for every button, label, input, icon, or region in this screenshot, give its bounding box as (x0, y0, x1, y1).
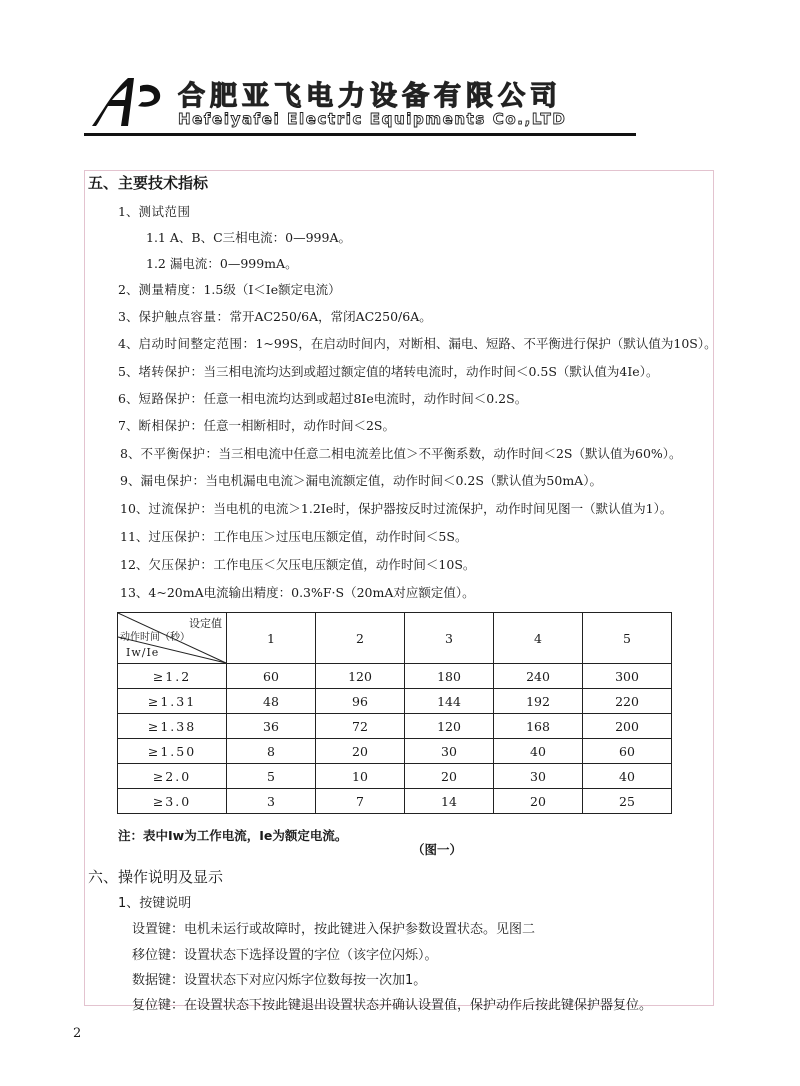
spec-item-12 (120, 555, 475, 573)
key-desc-shift: 移位键：设置状态下选择设置的字位（该字位闪烁）。 (132, 948, 438, 963)
item-label: 保护触点容量： (138, 309, 230, 324)
table-cell: 120 (316, 664, 405, 689)
row-label: ≥1.31 (118, 689, 227, 714)
item-num: 12、 (120, 557, 149, 572)
spec-item-13 (120, 583, 475, 601)
table-row (118, 689, 672, 714)
section-5-title: 五、主要技术指标 (88, 174, 209, 192)
table-row (118, 739, 672, 764)
row-label: ≥3.0 (118, 789, 227, 814)
table-cell: 60 (583, 739, 672, 764)
spec-item-1 (118, 202, 190, 220)
table-cell: 300 (583, 664, 672, 689)
table-header-row (118, 613, 672, 664)
table-cell: 3 (227, 789, 316, 814)
table-cell: 20 (494, 789, 583, 814)
item-text: 4~20mA电流输出精度：0.3%F·S（20mA对应额定值）。 (148, 585, 475, 600)
row-label: ≥1.50 (118, 739, 227, 764)
item-num: 9、 (120, 473, 141, 488)
spec-item-2 (118, 280, 341, 298)
item-label: 短路保护： (138, 391, 204, 406)
item-num: 8、 (120, 446, 141, 461)
company-logo (88, 57, 166, 132)
table-row (118, 664, 672, 689)
section-6-title: 六、操作说明及显示 (88, 868, 224, 886)
item-text: 1~99S，在启动时间内，对断相、漏电、短路、不平衡进行保护（默认值为10S）。 (255, 336, 717, 351)
table-cell: 36 (227, 714, 316, 739)
table-cell: 20 (316, 739, 405, 764)
svg-text:A: A (88, 57, 100, 76)
item-label: 堵转保护： (138, 364, 204, 379)
spec-item-8 (120, 444, 682, 462)
spec-item-3 (118, 307, 432, 325)
table-cell: 120 (405, 714, 494, 739)
key-desc-set: 设置键：电机未运行或故障时，按此键进入保护参数设置状态。见图二 (132, 922, 536, 937)
row-label: ≥1.38 (118, 714, 227, 739)
table-row (118, 789, 672, 814)
company-name-en: Hefeiyafei Electric Equipments Co.,LTD (178, 110, 567, 128)
company-name-cn: 合肥亚飞电力设备有限公司 (178, 81, 562, 112)
item-text: 当三相电流中任意二相电流差比值＞不平衡系数，动作时间＜2S（默认值为60%）。 (218, 446, 682, 461)
column-header: 5 (583, 613, 672, 664)
spec-item-4 (118, 334, 717, 352)
item-num: 5、 (118, 364, 139, 379)
table-row (118, 764, 672, 789)
item-label: 测量精度： (138, 282, 204, 297)
table-cell: 168 (494, 714, 583, 739)
table-cell: 30 (494, 764, 583, 789)
table-cell: 72 (316, 714, 405, 739)
table-cell: 25 (583, 789, 672, 814)
item-text: 1.5级（I＜Ie额定电流） (203, 282, 341, 297)
table-cell: 96 (316, 689, 405, 714)
item-label: 漏电保护： (140, 473, 206, 488)
table-cell: 200 (583, 714, 672, 739)
table-cell: 7 (316, 789, 405, 814)
table-cell: 40 (583, 764, 672, 789)
spec-item-5 (118, 362, 658, 380)
table-cell: 192 (494, 689, 583, 714)
item-label: 过流保护： (148, 501, 214, 516)
table-cell: 220 (583, 689, 672, 714)
item-text: 任意一相断相时，动作时间＜2S。 (203, 418, 395, 433)
table-cell: 20 (405, 764, 494, 789)
item-label: 启动时间整定范围： (138, 336, 256, 351)
item-label: 测试范围 (138, 204, 191, 219)
spec-item-7 (118, 416, 395, 434)
spec-item-11 (120, 527, 467, 545)
spec-item-1-2 (146, 254, 298, 272)
table-cell: 8 (227, 739, 316, 764)
item-label: 欠压保护： (148, 557, 214, 572)
item-num: 1.1 (146, 230, 166, 245)
column-header: 4 (494, 613, 583, 664)
table-diagonal-header (118, 613, 227, 664)
table-note: 注：表中Iw为工作电流，Ie为额定电流。 (118, 828, 348, 843)
header-rule (84, 133, 636, 136)
item-text: 当电机的电流＞1.2Ie时，保护器按反时过流保护，动作时间见图一（默认值为1）。 (213, 501, 673, 516)
spec-item-1-1 (146, 228, 351, 246)
table-cell: 30 (405, 739, 494, 764)
item-text: 漏电流：0—999mA。 (169, 256, 298, 271)
item-num: 1.2 (146, 256, 166, 271)
table-cell: 5 (227, 764, 316, 789)
item-num: 7、 (118, 418, 139, 433)
item-num: 11、 (120, 529, 149, 544)
table-row (118, 714, 672, 739)
item-num: 10、 (120, 501, 149, 516)
item-text: 工作电压＜欠压电压额定值，动作时间＜10S。 (213, 557, 476, 572)
timing-table (117, 612, 672, 814)
table-cell: 10 (316, 764, 405, 789)
item-label: 不平衡保护： (140, 446, 219, 461)
header-mid-label: 动作时间（秒） (120, 632, 190, 643)
item-label: 断相保护： (138, 418, 204, 433)
item-num: 3、 (118, 309, 139, 324)
spec-item-9 (120, 471, 602, 489)
item-text: 任意一相电流均达到或超过8Ie电流时，动作时间＜0.2S。 (203, 391, 528, 406)
item-num: 4、 (118, 336, 139, 351)
section-6-subtitle: 1、按键说明 (118, 896, 192, 911)
header-top-label: 设定值 (189, 617, 222, 630)
header-left-label: Iw/Ie (126, 646, 160, 659)
spec-item-6 (118, 389, 527, 407)
item-text: 当电机漏电电流＞漏电流额定值，动作时间＜0.2S（默认值为50mA）。 (205, 473, 602, 488)
item-num: 13、 (120, 585, 149, 600)
item-text: A、B、C三相电流：0—999A。 (169, 230, 351, 245)
column-header: 2 (316, 613, 405, 664)
row-label: ≥2.0 (118, 764, 227, 789)
table-cell: 240 (494, 664, 583, 689)
item-text: 工作电压＞过压电压额定值，动作时间＜5S。 (213, 529, 468, 544)
spec-item-10 (120, 499, 672, 517)
table-cell: 60 (227, 664, 316, 689)
column-header: 3 (405, 613, 494, 664)
item-text: 常开AC250/6A，常闭AC250/6A。 (229, 309, 432, 324)
column-header: 1 (227, 613, 316, 664)
item-num: 6、 (118, 391, 139, 406)
table-cell: 14 (405, 789, 494, 814)
page-number: 2 (73, 1026, 82, 1041)
item-text: 当三相电流均达到或超过额定值的堵转电流时，动作时间＜0.5S（默认值为4Ie）。 (203, 364, 659, 379)
table-cell: 180 (405, 664, 494, 689)
key-desc-reset: 复位键：在设置状态下按此键退出设置状态并确认设置值，保护动作后按此键保护器复位。 (132, 998, 653, 1013)
item-num: 2、 (118, 282, 139, 297)
table-cell: 48 (227, 689, 316, 714)
figure-caption: （图一） (412, 842, 463, 857)
key-desc-data: 数据键：设置状态下对应闪烁字位数每按一次加1。 (132, 973, 427, 988)
item-label: 过压保护： (148, 529, 214, 544)
table-cell: 40 (494, 739, 583, 764)
item-num: 1、 (118, 204, 139, 219)
row-label: ≥1.2 (118, 664, 227, 689)
table-cell: 144 (405, 689, 494, 714)
